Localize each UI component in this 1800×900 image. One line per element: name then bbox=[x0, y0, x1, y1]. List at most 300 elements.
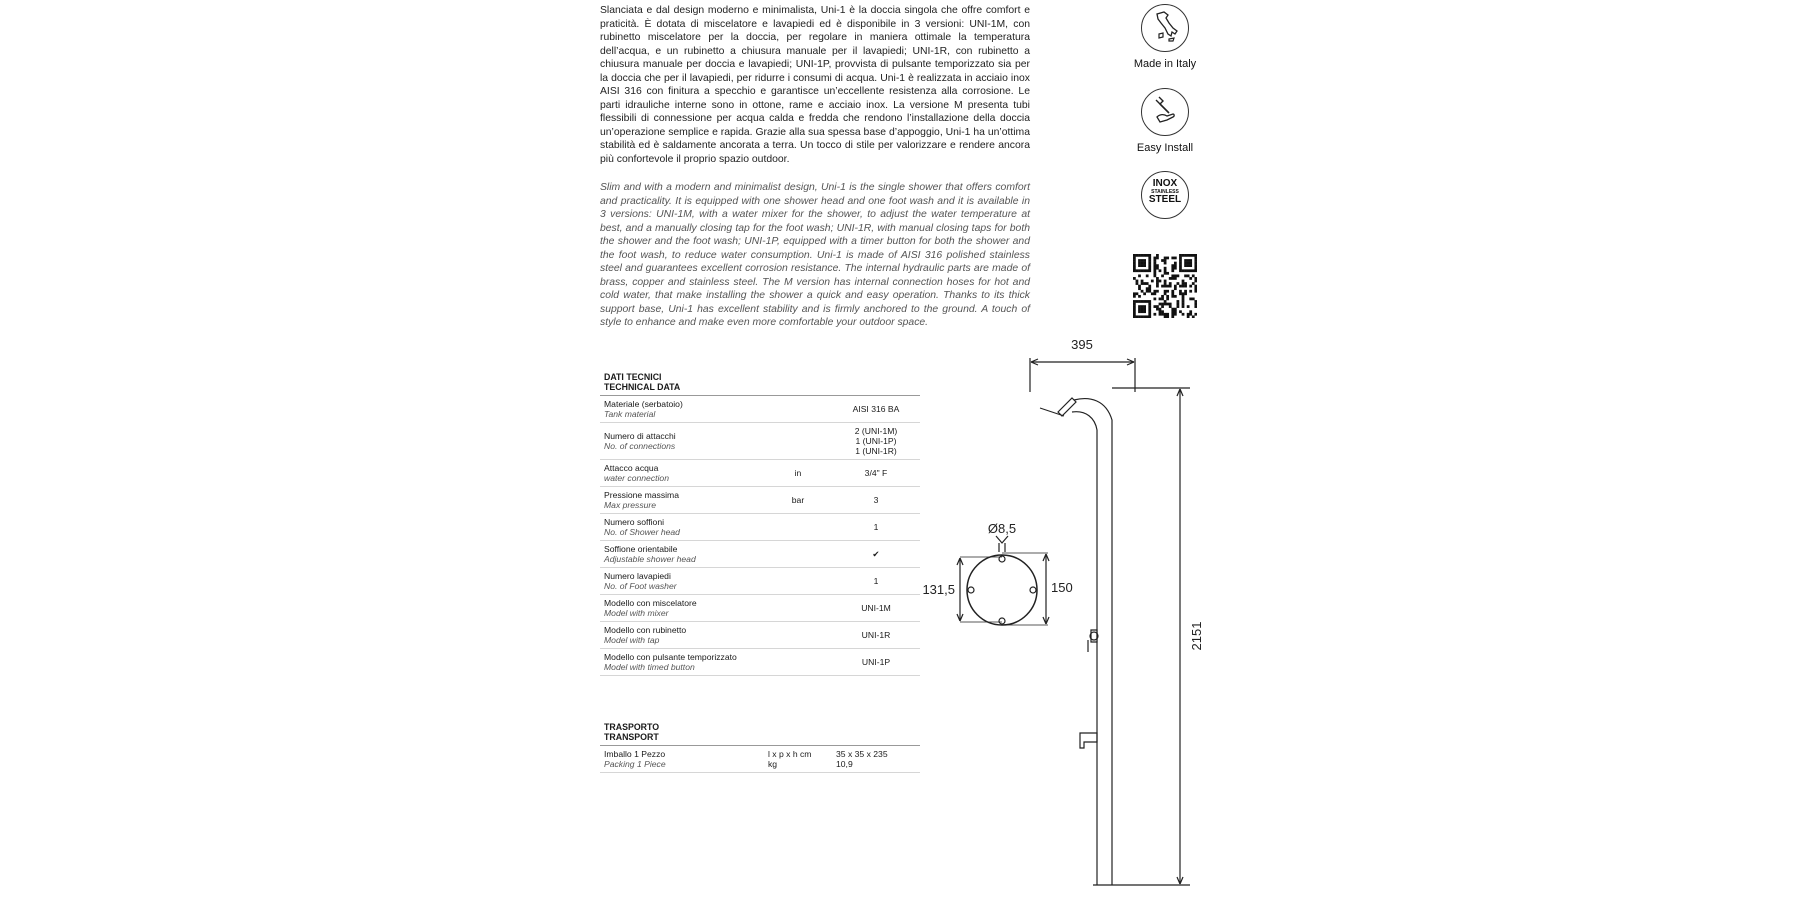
qr-module bbox=[1146, 290, 1149, 293]
qr-module bbox=[1159, 313, 1162, 316]
qr-module bbox=[1169, 305, 1172, 308]
qr-module bbox=[1153, 267, 1156, 270]
tech-value: ✔ bbox=[832, 541, 920, 568]
qr-module bbox=[1133, 303, 1136, 306]
qr-module bbox=[1148, 305, 1151, 308]
qr-module bbox=[1146, 282, 1149, 285]
qr-module bbox=[1141, 254, 1144, 257]
qr-module bbox=[1164, 280, 1167, 283]
qr-module bbox=[1187, 269, 1190, 272]
qr-module bbox=[1194, 300, 1197, 303]
qr-module bbox=[1146, 254, 1149, 257]
tech-row bbox=[600, 514, 920, 541]
qr-module bbox=[1143, 262, 1146, 265]
qr-module bbox=[1174, 262, 1177, 265]
qr-module bbox=[1179, 264, 1182, 267]
tech-label-en: No. of Shower head bbox=[604, 527, 680, 537]
technical-title-it: DATI TECNICI bbox=[604, 372, 662, 382]
qr-module bbox=[1179, 259, 1182, 262]
qr-module bbox=[1171, 264, 1174, 267]
qr-module bbox=[1143, 282, 1146, 285]
qr-module bbox=[1182, 269, 1185, 272]
qr-module bbox=[1182, 280, 1185, 283]
qr-module bbox=[1153, 262, 1156, 265]
qr-module bbox=[1161, 310, 1164, 313]
qr-module bbox=[1189, 313, 1192, 316]
qr-module bbox=[1164, 303, 1167, 306]
qr-module bbox=[1153, 274, 1156, 277]
qr-module bbox=[1189, 298, 1192, 301]
transport-label-en: Packing 1 Piece bbox=[604, 759, 666, 769]
qr-module bbox=[1161, 285, 1164, 288]
qr-module bbox=[1187, 264, 1190, 267]
qr-module bbox=[1159, 308, 1162, 311]
qr-module bbox=[1138, 264, 1141, 267]
qr-module bbox=[1141, 262, 1144, 265]
dim-base-left-arrows bbox=[957, 558, 963, 621]
qr-module bbox=[1166, 313, 1169, 316]
qr-module bbox=[1146, 269, 1149, 272]
qr-module bbox=[1141, 264, 1144, 267]
base-hole-bottom bbox=[999, 618, 1005, 624]
dim-base-left-label: 131,5 bbox=[922, 582, 955, 597]
qr-module bbox=[1159, 280, 1162, 283]
base-plate bbox=[967, 555, 1037, 625]
qr-module bbox=[1192, 269, 1195, 272]
qr-module bbox=[1182, 303, 1185, 306]
qr-module bbox=[1161, 259, 1164, 262]
tech-row bbox=[600, 487, 920, 514]
qr-module bbox=[1151, 280, 1154, 283]
qr-module bbox=[1164, 313, 1167, 316]
dim-height-arrows bbox=[1177, 389, 1183, 884]
qr-module bbox=[1156, 280, 1159, 283]
tech-unit bbox=[764, 568, 832, 595]
tech-value: UNI-1P bbox=[832, 649, 920, 676]
qr-module bbox=[1184, 262, 1187, 265]
tech-label-cell bbox=[600, 514, 764, 541]
qr-module bbox=[1153, 313, 1156, 316]
qr-module bbox=[1148, 254, 1151, 257]
qr-module bbox=[1148, 290, 1151, 293]
feature-label: Made in Italy bbox=[1133, 58, 1197, 70]
tech-unit bbox=[764, 595, 832, 622]
feature-made-in-italy bbox=[1090, 4, 1240, 70]
qr-module bbox=[1169, 303, 1172, 306]
qr-module bbox=[1164, 272, 1167, 275]
qr-module bbox=[1148, 303, 1151, 306]
base-hole-right bbox=[1030, 587, 1036, 593]
qr-module bbox=[1138, 305, 1141, 308]
transport-table bbox=[600, 718, 920, 773]
qr-module bbox=[1133, 267, 1136, 270]
tech-label-cell bbox=[600, 460, 764, 487]
qr-module bbox=[1133, 277, 1136, 280]
qr-module bbox=[1148, 287, 1151, 290]
qr-module bbox=[1169, 277, 1172, 280]
tech-label-en: No. of connections bbox=[604, 441, 676, 451]
qr-module bbox=[1148, 257, 1151, 260]
tech-label-it: Modello con pulsante temporizzato bbox=[604, 652, 737, 662]
qr-module bbox=[1133, 264, 1136, 267]
qr-module bbox=[1161, 313, 1164, 316]
qr-module bbox=[1138, 259, 1141, 262]
qr-module bbox=[1171, 267, 1174, 270]
qr-module bbox=[1164, 259, 1167, 262]
qr-module bbox=[1166, 285, 1169, 288]
tech-unit bbox=[764, 423, 832, 460]
qr-module bbox=[1138, 269, 1141, 272]
qr-module bbox=[1133, 305, 1136, 308]
tech-label-cell bbox=[600, 487, 764, 514]
qr-module bbox=[1187, 259, 1190, 262]
qr-module bbox=[1194, 269, 1197, 272]
shower-head-rim bbox=[1040, 408, 1064, 416]
qr-module bbox=[1148, 259, 1151, 262]
qr-module bbox=[1148, 300, 1151, 303]
qr-module bbox=[1141, 269, 1144, 272]
dim-width-arrows bbox=[1031, 359, 1134, 365]
qr-module bbox=[1143, 308, 1146, 311]
tech-value: 1 bbox=[832, 514, 920, 541]
qr-module bbox=[1156, 308, 1159, 311]
qr-module bbox=[1171, 308, 1174, 311]
qr-module bbox=[1187, 254, 1190, 257]
qr-module bbox=[1177, 274, 1180, 277]
qr-module bbox=[1133, 254, 1136, 257]
qr-module bbox=[1138, 287, 1141, 290]
qr-module bbox=[1153, 292, 1156, 295]
qr-module bbox=[1136, 315, 1139, 318]
qr-code-icon[interactable] bbox=[1133, 254, 1197, 318]
qr-module bbox=[1143, 254, 1146, 257]
qr-module bbox=[1164, 315, 1167, 318]
qr-module bbox=[1166, 272, 1169, 275]
tech-label-en: Model with timed button bbox=[604, 662, 695, 672]
qr-module bbox=[1189, 262, 1192, 265]
qr-module bbox=[1187, 262, 1190, 265]
qr-module bbox=[1194, 280, 1197, 283]
qr-module bbox=[1171, 257, 1174, 260]
qr-module bbox=[1166, 257, 1169, 260]
qr-module bbox=[1174, 308, 1177, 311]
qr-module bbox=[1136, 269, 1139, 272]
technical-title-en: TECHNICAL DATA bbox=[604, 382, 681, 392]
qr-module bbox=[1156, 282, 1159, 285]
qr-module bbox=[1194, 303, 1197, 306]
qr-module bbox=[1133, 262, 1136, 265]
tech-label-cell bbox=[600, 595, 764, 622]
qr-module bbox=[1194, 262, 1197, 265]
qr-module bbox=[1184, 292, 1187, 295]
qr-module bbox=[1164, 257, 1167, 260]
qr-module bbox=[1136, 300, 1139, 303]
qr-module bbox=[1159, 298, 1162, 301]
qr-module bbox=[1171, 292, 1174, 295]
tech-label-en: water connection bbox=[604, 473, 669, 483]
tech-label-en: Tank material bbox=[604, 409, 656, 419]
qr-module bbox=[1182, 295, 1185, 298]
qr-module bbox=[1194, 305, 1197, 308]
dim-height-label: 2151 bbox=[1189, 621, 1204, 651]
tech-label-en: Model with tap bbox=[604, 635, 660, 645]
qr-module bbox=[1179, 262, 1182, 265]
qr-module bbox=[1174, 257, 1177, 260]
inox-mid: STAINLESS bbox=[1151, 189, 1179, 195]
transport-title-en: TRANSPORT bbox=[604, 732, 659, 742]
qr-module bbox=[1136, 282, 1139, 285]
transport-row bbox=[600, 746, 920, 773]
description-english: Slim and with a modern and minimalist design, Uni-1 is the single shower that offers comfort and practicality. It is equipped with one shower head and one foot wash and it is available in 3 versions: UNI-1M, with a water mixer for the shower, to adjust the water temperature at best, and a manually closing tap for the foot wash; UNI-1R, with manual closing taps for both the shower and the foot wash; UNI-1P, equipped with a timer button for both the shower and the foot wash, to reduce water consumption. Uni-1 is made of AISI 316 polished stainless steel and guarantees excellent corrosion resistance. The internal hydraulic parts are made of brass, copper and stainless steel. The M version has internal connection hoses for hot and cold water, that make installing the shower a quick and easy operation. Thanks to its thick support base, Uni-1 has excellent stability and is firmly anchored to the ground. A touch of style to enhance and make even more comfortable your outdoor space. bbox=[600, 182, 1030, 329]
tech-unit: in bbox=[764, 460, 832, 487]
qr-module bbox=[1194, 254, 1197, 257]
qr-module bbox=[1143, 264, 1146, 267]
qr-module bbox=[1141, 308, 1144, 311]
qr-module bbox=[1192, 282, 1195, 285]
qr-module bbox=[1194, 287, 1197, 290]
qr-module bbox=[1148, 310, 1151, 313]
shower-arm-outer bbox=[1074, 399, 1112, 455]
qr-module bbox=[1141, 315, 1144, 318]
tech-label-it: Pressione massima bbox=[604, 490, 679, 500]
qr-module bbox=[1189, 290, 1192, 293]
qr-module bbox=[1189, 264, 1192, 267]
qr-module bbox=[1174, 267, 1177, 270]
qr-module bbox=[1174, 274, 1177, 277]
qr-module bbox=[1161, 295, 1164, 298]
qr-module bbox=[1133, 300, 1136, 303]
base-hole-top bbox=[999, 556, 1005, 562]
qr-module bbox=[1189, 277, 1192, 280]
tech-row bbox=[600, 423, 920, 460]
transport-label-cell bbox=[600, 746, 764, 773]
qr-module bbox=[1182, 298, 1185, 301]
italy-map-icon bbox=[1141, 4, 1189, 52]
qr-module bbox=[1153, 269, 1156, 272]
qr-module bbox=[1146, 315, 1149, 318]
qr-module bbox=[1194, 267, 1197, 270]
qr-module bbox=[1156, 254, 1159, 257]
qr-module bbox=[1171, 277, 1174, 280]
qr-module bbox=[1143, 305, 1146, 308]
qr-module bbox=[1141, 280, 1144, 283]
qr-module bbox=[1189, 254, 1192, 257]
qr-module bbox=[1141, 282, 1144, 285]
transport-title-it: TRASPORTO bbox=[604, 722, 660, 732]
qr-module bbox=[1187, 315, 1190, 318]
tech-label-en: Model with mixer bbox=[604, 608, 669, 618]
base-hole-left bbox=[968, 587, 974, 593]
qr-module bbox=[1184, 282, 1187, 285]
feature-inox-steel bbox=[1090, 171, 1240, 219]
qr-module bbox=[1171, 295, 1174, 298]
qr-module bbox=[1182, 300, 1185, 303]
qr-module bbox=[1182, 254, 1185, 257]
qr-module bbox=[1174, 277, 1177, 280]
qr-module bbox=[1189, 285, 1192, 288]
qr-module bbox=[1164, 292, 1167, 295]
qr-module bbox=[1166, 303, 1169, 306]
tech-row bbox=[600, 649, 920, 676]
qr-module bbox=[1184, 264, 1187, 267]
tech-label-it: Modello con miscelatore bbox=[604, 598, 697, 608]
qr-module bbox=[1143, 259, 1146, 262]
qr-module bbox=[1138, 295, 1141, 298]
tech-label-en: No. of Foot washer bbox=[604, 581, 677, 591]
qr-module bbox=[1177, 303, 1180, 306]
qr-module bbox=[1194, 285, 1197, 288]
qr-module bbox=[1171, 274, 1174, 277]
transport-unit: l x p x h cm kg bbox=[764, 746, 832, 773]
qr-module bbox=[1171, 269, 1174, 272]
tech-label-it: Numero di attacchi bbox=[604, 431, 676, 441]
tech-value: 1 bbox=[832, 568, 920, 595]
qr-module bbox=[1138, 285, 1141, 288]
qr-module bbox=[1141, 290, 1144, 293]
qr-module bbox=[1187, 274, 1190, 277]
qr-module bbox=[1164, 285, 1167, 288]
qr-module bbox=[1136, 254, 1139, 257]
qr-module bbox=[1153, 290, 1156, 293]
qr-module bbox=[1182, 282, 1185, 285]
tech-unit bbox=[764, 514, 832, 541]
qr-module bbox=[1138, 274, 1141, 277]
qr-module bbox=[1166, 298, 1169, 301]
qr-module bbox=[1179, 290, 1182, 293]
qr-module bbox=[1133, 308, 1136, 311]
qr-module bbox=[1164, 290, 1167, 293]
tech-row bbox=[600, 622, 920, 649]
qr-module bbox=[1194, 259, 1197, 262]
qr-module bbox=[1153, 264, 1156, 267]
qr-module bbox=[1164, 262, 1167, 265]
qr-module bbox=[1148, 269, 1151, 272]
qr-module bbox=[1138, 262, 1141, 265]
qr-module bbox=[1164, 300, 1167, 303]
qr-module bbox=[1182, 313, 1185, 316]
qr-module bbox=[1184, 254, 1187, 257]
qr-module bbox=[1148, 285, 1151, 288]
tech-unit bbox=[764, 622, 832, 649]
qr-module bbox=[1153, 305, 1156, 308]
qr-module bbox=[1143, 315, 1146, 318]
tech-value: UNI-1R bbox=[832, 622, 920, 649]
qr-module bbox=[1156, 264, 1159, 267]
qr-module bbox=[1184, 269, 1187, 272]
qr-module bbox=[1179, 257, 1182, 260]
qr-module bbox=[1184, 285, 1187, 288]
qr-module bbox=[1171, 315, 1174, 318]
qr-module bbox=[1187, 305, 1190, 308]
qr-module bbox=[1143, 310, 1146, 313]
mixer-knob bbox=[1090, 632, 1098, 640]
qr-module bbox=[1179, 254, 1182, 257]
tech-value: AISI 316 BA bbox=[832, 396, 920, 423]
qr-module bbox=[1156, 267, 1159, 270]
qr-module bbox=[1153, 298, 1156, 301]
feature-label: Easy Install bbox=[1136, 142, 1194, 154]
tech-unit bbox=[764, 649, 832, 676]
qr-module bbox=[1174, 295, 1177, 298]
wrench-hand-icon bbox=[1141, 88, 1189, 136]
qr-module bbox=[1179, 285, 1182, 288]
tech-label-it: Modello con rubinetto bbox=[604, 625, 687, 635]
dim-hole-leader bbox=[996, 536, 1008, 543]
qr-module bbox=[1189, 310, 1192, 313]
qr-module bbox=[1184, 274, 1187, 277]
qr-module bbox=[1141, 300, 1144, 303]
qr-module bbox=[1192, 254, 1195, 257]
qr-module bbox=[1133, 259, 1136, 262]
qr-module bbox=[1133, 295, 1136, 298]
qr-module bbox=[1153, 259, 1156, 262]
qr-module bbox=[1164, 267, 1167, 270]
qr-module bbox=[1192, 298, 1195, 301]
qr-module bbox=[1192, 315, 1195, 318]
foot-wash bbox=[1080, 733, 1097, 748]
qr-module bbox=[1146, 287, 1149, 290]
qr-module bbox=[1194, 257, 1197, 260]
tech-label-en: Max pressure bbox=[604, 500, 657, 510]
qr-module bbox=[1187, 313, 1190, 316]
qr-module bbox=[1166, 290, 1169, 293]
qr-module bbox=[1156, 285, 1159, 288]
qr-module bbox=[1164, 269, 1167, 272]
qr-module bbox=[1153, 272, 1156, 275]
tech-label-it: Soffione orientabile bbox=[604, 544, 678, 554]
qr-module bbox=[1151, 292, 1154, 295]
qr-module bbox=[1148, 267, 1151, 270]
qr-module bbox=[1194, 264, 1197, 267]
qr-module bbox=[1146, 300, 1149, 303]
inox-bot: STEEL bbox=[1148, 194, 1182, 205]
qr-module bbox=[1136, 280, 1139, 283]
technical-data-header bbox=[600, 368, 920, 396]
tech-label-cell bbox=[600, 423, 764, 460]
tech-label-it: Numero soffioni bbox=[604, 517, 665, 527]
tech-label-it: Attacco acqua bbox=[604, 463, 659, 473]
qr-module bbox=[1171, 310, 1174, 313]
qr-module bbox=[1138, 300, 1141, 303]
tech-value: UNI-1M bbox=[832, 595, 920, 622]
qr-module bbox=[1159, 269, 1162, 272]
dim-hole-label: Ø8,5 bbox=[987, 521, 1017, 536]
tech-unit: bar bbox=[764, 487, 832, 514]
tech-unit bbox=[764, 396, 832, 423]
qr-module bbox=[1133, 313, 1136, 316]
qr-module bbox=[1141, 305, 1144, 308]
qr-module bbox=[1148, 315, 1151, 318]
qr-module bbox=[1138, 308, 1141, 311]
tech-unit bbox=[764, 541, 832, 568]
qr-module bbox=[1194, 290, 1197, 293]
qr-module bbox=[1161, 298, 1164, 301]
qr-module bbox=[1174, 313, 1177, 316]
qr-module bbox=[1133, 269, 1136, 272]
qr-module bbox=[1159, 310, 1162, 313]
qr-module bbox=[1166, 315, 1169, 318]
qr-module bbox=[1153, 257, 1156, 260]
tech-label-cell bbox=[600, 622, 764, 649]
qr-module bbox=[1156, 277, 1159, 280]
qr-module bbox=[1141, 310, 1144, 313]
mixer-body bbox=[1091, 630, 1097, 642]
qr-module bbox=[1148, 313, 1151, 316]
qr-module bbox=[1143, 292, 1146, 295]
qr-module bbox=[1169, 282, 1172, 285]
tech-value: 3 bbox=[832, 487, 920, 514]
dim-base-right-label: 150 bbox=[1051, 580, 1073, 595]
